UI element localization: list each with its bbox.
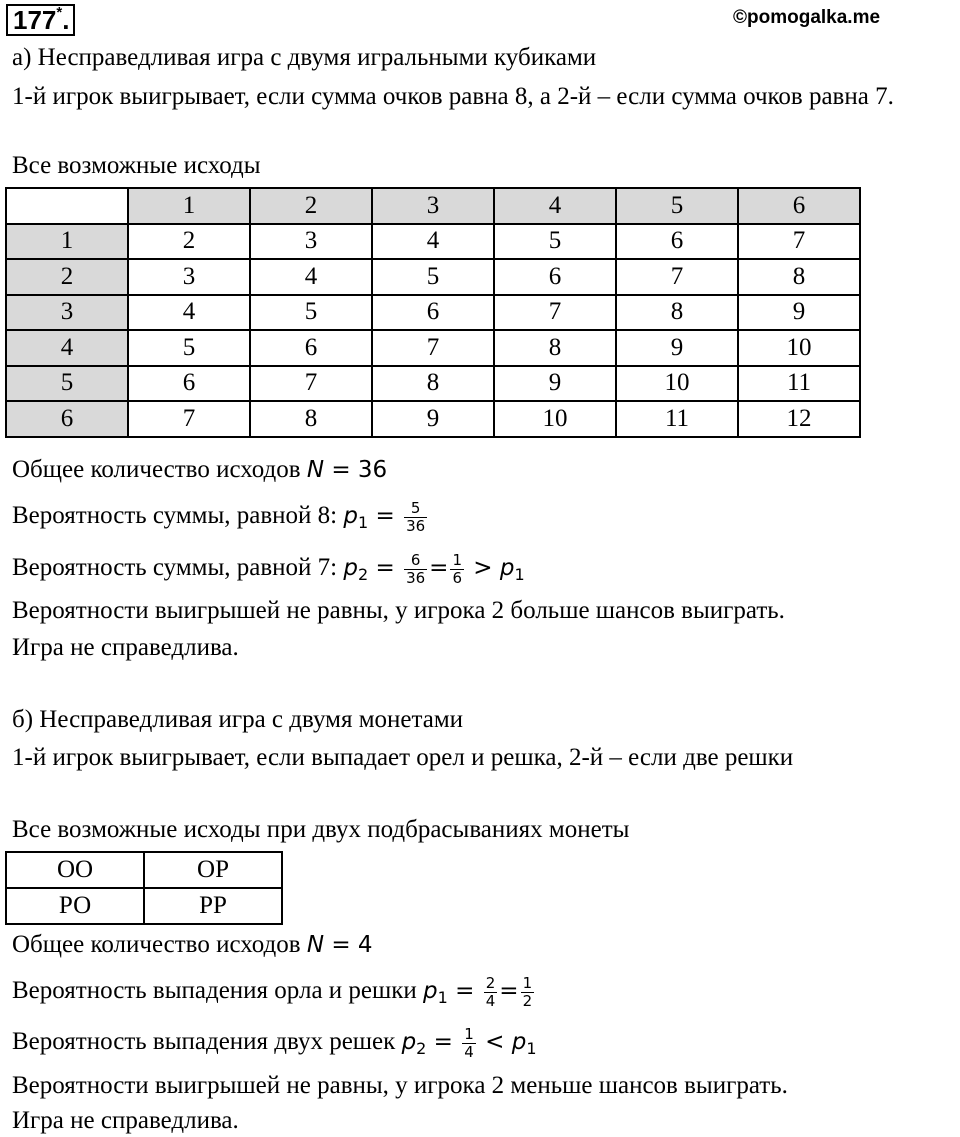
table-cell: 7 — [372, 330, 494, 366]
table-cell: 10 — [494, 401, 616, 437]
table-cell: 11 — [738, 366, 860, 402]
part-b-title: б) Несправедливая игра с двумя монетами — [12, 706, 464, 733]
row-header: 1 — [6, 224, 128, 260]
table-row — [6, 401, 860, 437]
part-a-title: а) Несправедливая игра с двумя игральными кубиками — [12, 44, 597, 71]
table-cell: 7 — [738, 224, 860, 260]
table-cell: ОР — [144, 852, 282, 888]
table-row — [6, 224, 860, 260]
table-cell: 9 — [738, 295, 860, 331]
col-header: 3 — [372, 188, 494, 224]
row-header: 3 — [6, 295, 128, 331]
denominator: 2 — [522, 992, 533, 1010]
table-cell: 7 — [250, 366, 372, 402]
table-cell: 11 — [616, 401, 738, 437]
table-cell: 6 — [372, 295, 494, 331]
p1-symbol: $p_1$ — [499, 555, 525, 585]
table-cell: 7 — [494, 295, 616, 331]
p2-symbol: $p_2$ — [401, 1029, 427, 1059]
row-header: 5 — [6, 366, 128, 402]
site-watermark: ©pomogalka.me — [733, 7, 881, 28]
table-row — [6, 259, 860, 295]
fraction — [484, 975, 498, 1010]
table-cell: РР — [144, 888, 282, 924]
part-a-conclusion-2: Игра не справедлива. — [12, 634, 239, 661]
table-cell: 8 — [738, 259, 860, 295]
dice-outcomes-table — [5, 187, 861, 438]
table-cell: 3 — [250, 224, 372, 260]
denominator: 4 — [464, 1043, 474, 1061]
part-b-condition: 1-й игрок выигрывает, если выпадает орел и решка, 2-й – если две решки — [12, 744, 794, 771]
table-cell: 4 — [250, 259, 372, 295]
table-cell: 8 — [372, 366, 494, 402]
fraction — [404, 552, 427, 587]
total-value: = 4 — [324, 932, 373, 958]
fraction — [521, 975, 535, 1010]
table-row — [6, 888, 282, 924]
table-cell: 6 — [616, 224, 738, 260]
table-cell: 5 — [372, 259, 494, 295]
p1-symbol: $p_1$ — [511, 1029, 537, 1059]
table-cell: РО — [6, 888, 144, 924]
col-header: 2 — [250, 188, 372, 224]
table-cell: 8 — [494, 330, 616, 366]
part-b-outcomes-label: Все возможные исходы при двух подбрасываниях монеты — [12, 816, 630, 843]
table-cell: 4 — [128, 295, 250, 331]
table-cell: 5 — [128, 330, 250, 366]
col-header: 4 — [494, 188, 616, 224]
table-cell: 4 — [372, 224, 494, 260]
numerator: 1 — [452, 551, 462, 569]
table-row — [6, 366, 860, 402]
p2-symbol: $p_2$ — [343, 555, 369, 585]
table-cell: 6 — [128, 366, 250, 402]
table-cell: 9 — [616, 330, 738, 366]
numerator: 1 — [522, 974, 533, 992]
fraction — [462, 1026, 476, 1061]
p1-label: Вероятность выпадения орла и решки — [12, 977, 424, 1005]
total-value: = 36 — [324, 457, 388, 483]
p1-symbol: $p_1$ — [343, 503, 369, 533]
part-a-condition: 1-й игрок выигрывает, если сумма очков равна 8, а 2-й – если сумма очков равна 7. — [12, 83, 894, 110]
table-row — [6, 295, 860, 331]
table-cell: 9 — [494, 366, 616, 402]
coin-outcomes-table — [5, 851, 283, 925]
table-row — [6, 330, 860, 366]
table-cell: 10 — [738, 330, 860, 366]
denominator: 6 — [452, 569, 462, 587]
table-row — [6, 852, 282, 888]
table-cell: 5 — [494, 224, 616, 260]
table-cell: 6 — [250, 330, 372, 366]
denominator: 36 — [406, 569, 426, 587]
var-n: N — [306, 932, 325, 958]
p8-label: Вероятность суммы, равной 8: — [12, 502, 344, 530]
problem-number-text: 177 — [13, 5, 57, 35]
part-b-total — [12, 930, 373, 960]
problem-dot: . — [62, 5, 70, 35]
table-cell: 6 — [494, 259, 616, 295]
denominator: 4 — [485, 992, 496, 1010]
table-cell: 3 — [128, 259, 250, 295]
row-header: 6 — [6, 401, 128, 437]
table-cell: 10 — [616, 366, 738, 402]
total-label: Общее количество исходов — [12, 931, 307, 958]
table-cell: 8 — [250, 401, 372, 437]
row-header: 2 — [6, 259, 128, 295]
problem-star: * — [56, 4, 63, 21]
numerator: 5 — [404, 500, 427, 518]
fraction — [404, 500, 427, 535]
table-cell: 5 — [250, 295, 372, 331]
col-header: 1 — [128, 188, 250, 224]
p1-symbol: $p_1$ — [423, 978, 448, 1008]
numerator: 1 — [464, 1025, 474, 1043]
table-cell: ОО — [6, 852, 144, 888]
p2-label: Вероятность выпадения двух решек — [12, 1028, 402, 1056]
p7-label: Вероятность суммы, равной 7: — [12, 554, 344, 582]
col-header: 5 — [616, 188, 738, 224]
part-a-total — [12, 455, 387, 485]
row-header: 4 — [6, 330, 128, 366]
part-b-conclusion-1: Вероятности выигрышей не равны, у игрока 2 меньше шансов выиграть. — [12, 1072, 788, 1099]
table-header-row — [6, 188, 860, 224]
denominator: 36 — [406, 517, 426, 535]
fraction — [450, 552, 464, 587]
table-cell: 8 — [616, 295, 738, 331]
numerator: 6 — [404, 552, 427, 570]
table-cell: 7 — [616, 259, 738, 295]
var-n: N — [306, 457, 325, 483]
table-cell: 12 — [738, 401, 860, 437]
part-a-p8: Вероятность суммы, равной 8: $p_1$ = $\frac{5}{36}$ — [12, 499, 426, 535]
part-b-conclusion-2: Игра не справедлива. — [12, 1107, 239, 1134]
part-a-conclusion-1: Вероятности выигрышей не равны, у игрока 2 больше шансов выиграть. — [12, 597, 785, 624]
table-cell: 9 — [372, 401, 494, 437]
problem-number — [6, 4, 75, 36]
part-b-p1: Вероятность выпадения орла и решки $p_1$ = $\frac{2}{4}$ = $\frac{1}{2}$ — [12, 974, 533, 1010]
table-cell: 2 — [128, 224, 250, 260]
table-corner-cell — [6, 188, 128, 224]
total-label: Общее количество исходов — [12, 456, 307, 483]
numerator: 2 — [485, 974, 496, 992]
part-a-outcomes-label: Все возможные исходы — [12, 152, 261, 179]
part-a-p7: Вероятность суммы, равной 7: $p_2$ = $\frac{6}{36}$ = $\frac{1}{6}$ > $p_1$ — [12, 551, 525, 587]
part-b-p2: Вероятность выпадения двух решек $p_2$ = $\frac{1}{4}$ < $p_1$ — [12, 1025, 537, 1061]
table-cell: 7 — [128, 401, 250, 437]
col-header: 6 — [738, 188, 860, 224]
